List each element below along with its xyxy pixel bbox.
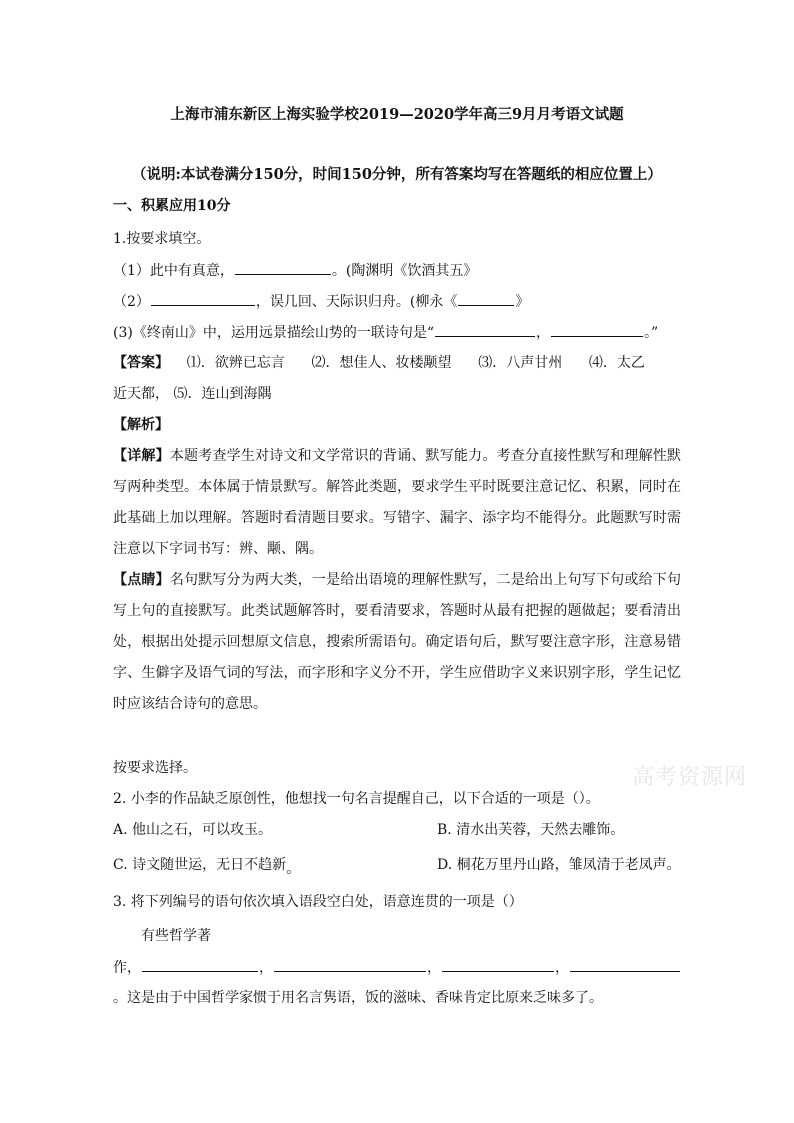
option-a: A. 他山之石，可以攻玉。 xyxy=(113,822,273,838)
exam-instructions: （说明:本试卷满分150分，时间150分钟，所有答案均写在答题纸的相应位置上） xyxy=(132,166,662,183)
answer-line-1 xyxy=(113,353,683,373)
option-b: B. 清水出芙蓉，天然去雕饰。 xyxy=(437,822,625,838)
option-c xyxy=(113,855,300,875)
item-3-text-c: 。” xyxy=(644,325,659,341)
question-1-stem: 1.按要求填空。 xyxy=(113,231,211,247)
blank-line xyxy=(458,291,514,306)
question-2-stem: 2. 小李的作品缺乏原创性，他想找一句名言提醒自己，以下合适的一项是（）。 xyxy=(113,791,600,807)
blank-line xyxy=(442,957,554,972)
tip-text: 名句默写分为两大类，一是给出语境的理解性默写，二是给出上句写下句或给下句写上句的直接默写。此类试题解答时，要看清要求，答题时从最有把握的题做起；要看清出处，根据出处提示回想原文信息，搜索所需语句。确定语句后，默写要注意字形，注意易错字、生僻字及语气词的写法，而字形和字义分不开，学生应借助字义来识别字形，学生记忆时应该结合诗句的意思。 xyxy=(113,572,682,712)
question-1-item-1 xyxy=(113,260,683,281)
item-1-text-b: 。(陶渊明《饮酒其五》 xyxy=(331,263,478,279)
question-1-item-3 xyxy=(113,322,683,343)
item-3-text-b: ， xyxy=(536,325,550,341)
item-2-text-b: ，误几回、天际识归舟。(柳永《 xyxy=(255,294,458,310)
section-heading: 一、积累应用10分 xyxy=(113,198,231,214)
tip-label: 【点睛】 xyxy=(113,572,170,588)
separator: ， xyxy=(427,960,441,976)
item-1-text-a: （1）此中有真意， xyxy=(113,263,234,279)
question-1-item-2 xyxy=(113,291,683,312)
question-3-line-3: 。这是由于中国哲学家惯于用名言隽语，饭的滋味、香味肯定比原来乏味多了。 xyxy=(113,990,603,1006)
option-d: D. 桐花万里丹山路，雏凤清于老凤声。 xyxy=(437,857,681,873)
choose-intro: 按要求选择。 xyxy=(113,760,197,776)
answer-label: 【答案】 xyxy=(113,355,169,371)
item-3-text-a: (3)《终南山》中，运用远景描绘山势的一联诗句是“ xyxy=(113,325,434,341)
question-3-text-a: 作， xyxy=(113,960,141,976)
blank-line xyxy=(570,957,680,972)
option-c-tail: 。 xyxy=(286,861,301,877)
question-3-line-2 xyxy=(113,957,683,978)
watermark: 高考资源网 xyxy=(632,765,748,790)
separator: ， xyxy=(259,960,273,976)
blank-line xyxy=(142,957,258,972)
blank-line xyxy=(151,291,255,306)
item-2-text-a: （2） xyxy=(113,294,150,310)
question-3-stem: 3. 将下列编号的语句依次填入语段空白处，语意连贯的一项是（） xyxy=(113,894,523,910)
item-2-text-c: 》 xyxy=(515,294,530,310)
detail-text: 本题考查学生对诗文和文学常识的背诵、默写能力。考查分直接性默写和理解性默写两种类型。本体属于情景默写。解答此类题，要求学生平时既要注意记忆、积累，同时在此基础上加以理解。答题时看清题目要求。写错字、漏字、添字均不能得分。此题默写时需注意以下字词书写：辨、颙、隅。 xyxy=(113,448,682,557)
answer-line-2: 近天都， ⑸．连山到海隅 xyxy=(113,386,272,402)
separator: ， xyxy=(555,960,569,976)
detail-label: 【详解】 xyxy=(113,448,170,464)
detail-paragraph xyxy=(113,441,681,565)
blank-line xyxy=(435,322,535,337)
analysis-label: 【解析】 xyxy=(113,417,169,433)
option-c-text: C. 诗文随世运，无日不趋新 xyxy=(113,857,287,873)
blank-line xyxy=(274,957,426,972)
blank-line xyxy=(551,322,643,337)
tip-paragraph xyxy=(113,565,681,720)
question-3-line-1: 有些哲学著 xyxy=(141,928,211,944)
blank-line xyxy=(235,260,331,275)
page-title: 上海市浦东新区上海实验学校2019—2020学年高三9月月考语文试题 xyxy=(170,106,624,123)
answer-text: ⑴．欲辨已忘言 ⑵．想佳人、妆楼颙望 ⑶．八声甘州 ⑷．太乙 xyxy=(169,355,645,371)
